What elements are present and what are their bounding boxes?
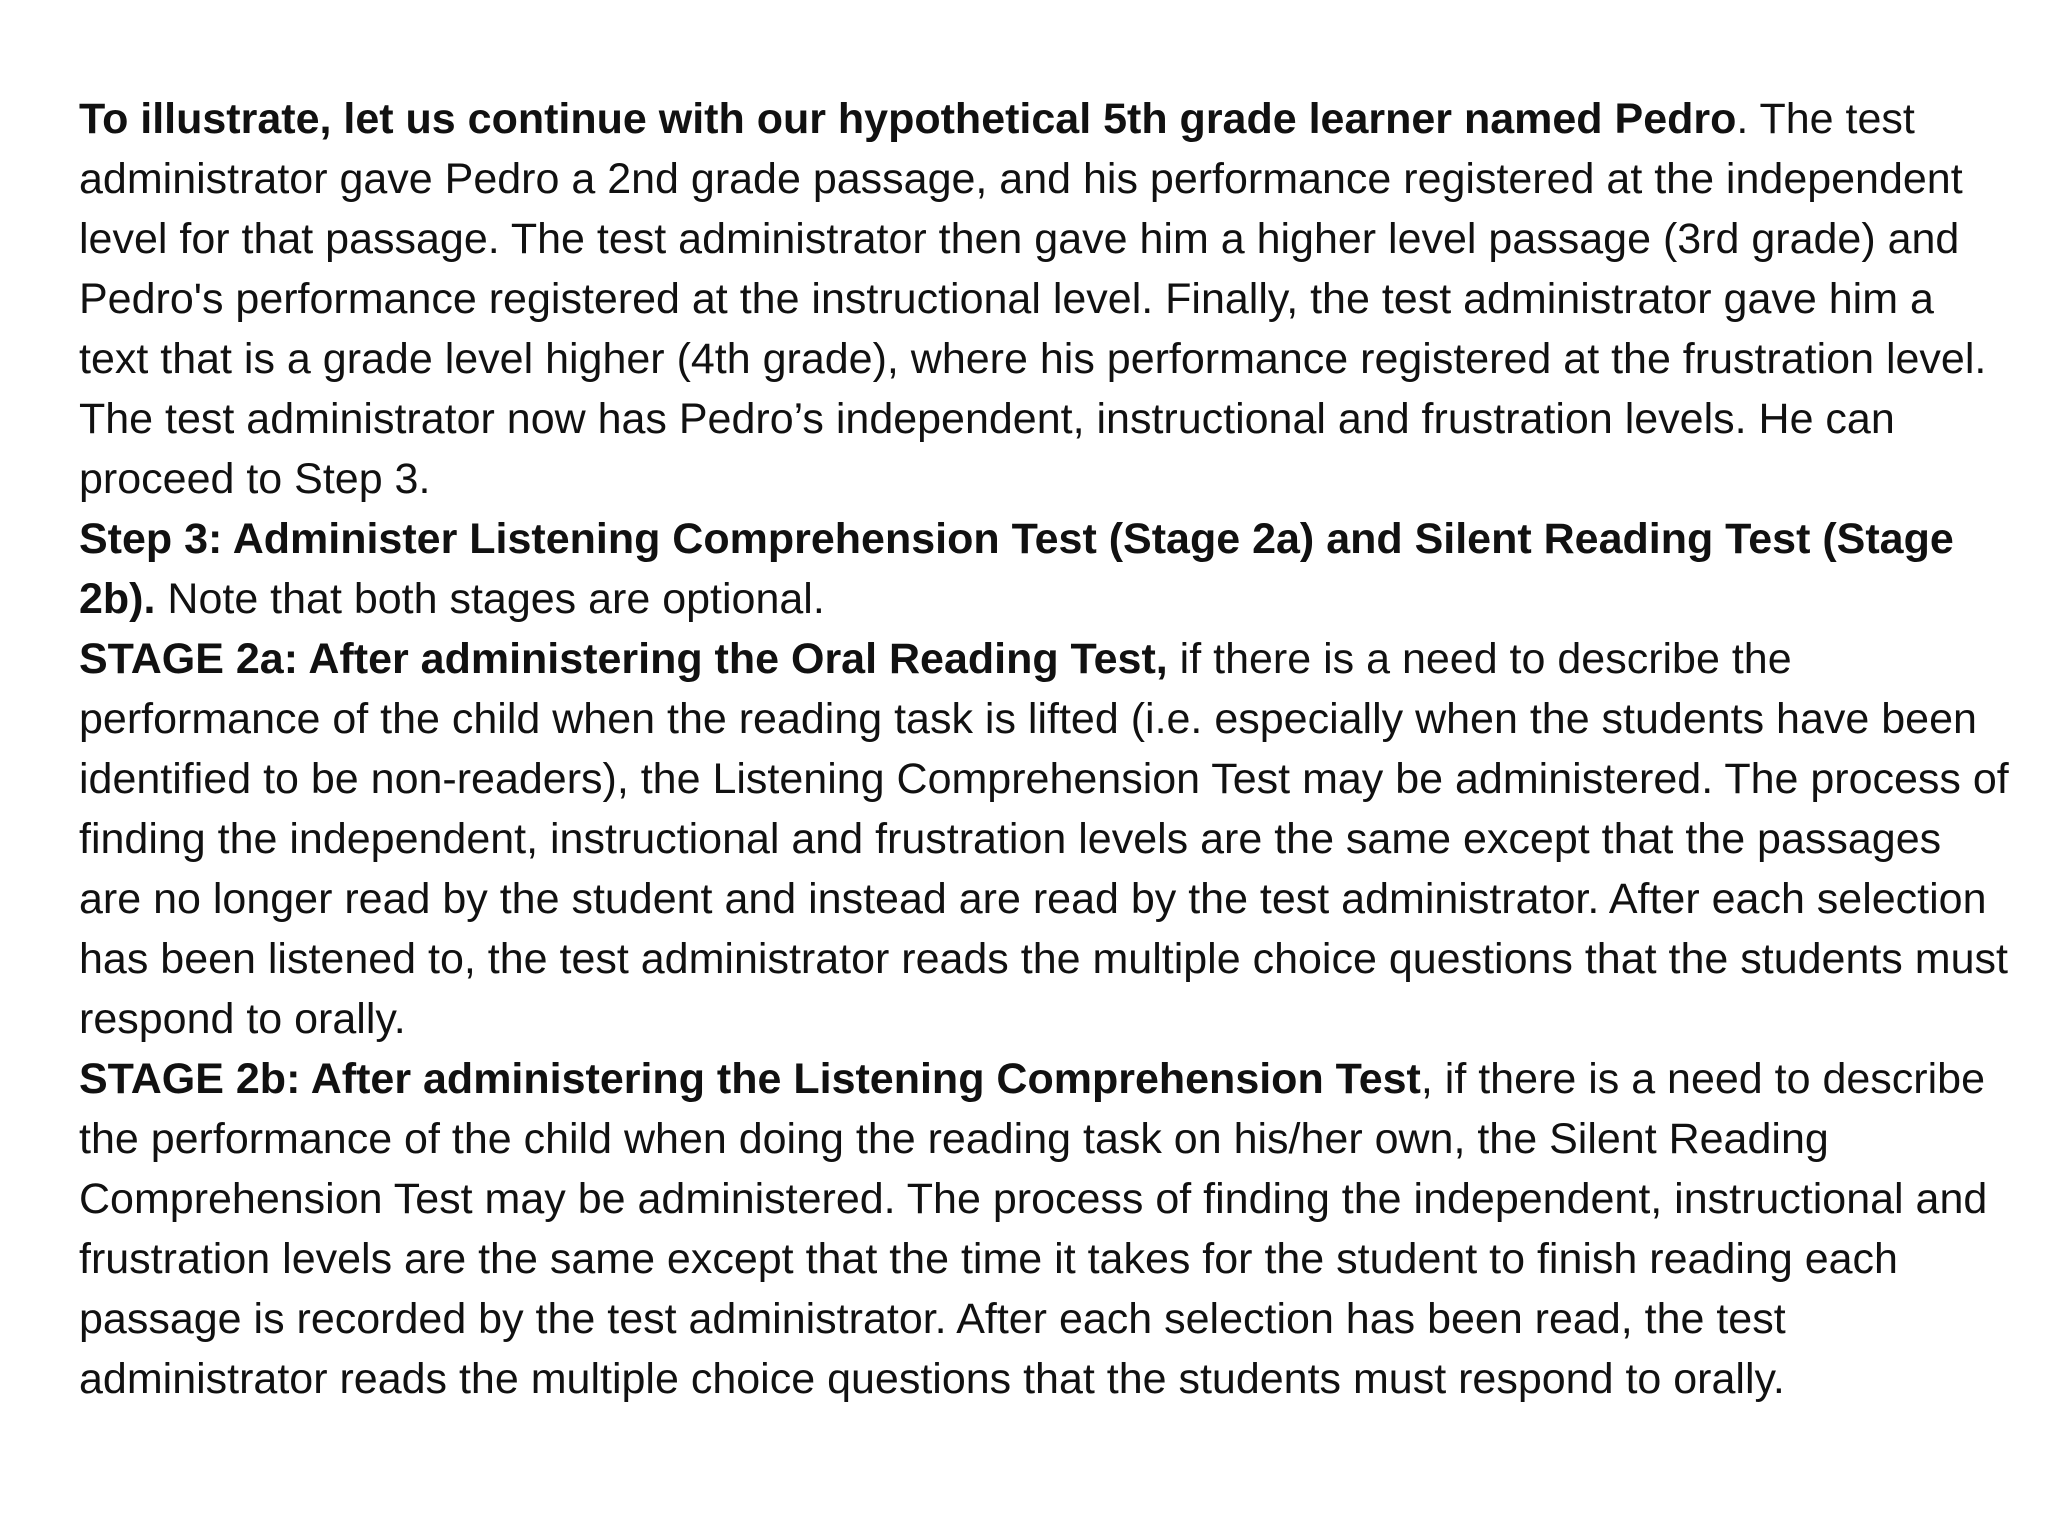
paragraph-text: Note that both stages are optional. [155, 575, 825, 623]
paragraph-text: . The test administrator gave Pedro a 2nd grade passage, and his performance registered at the independent level for that passage. The test administrator then gave him a higher level passage (3rd grade) and Pedro's performance registered at the instructional level. Finally, the test administrator gave him a text that is a grade level higher (4th grade), where his performance registered at the frustration level. The test administrator now has Pedro’s independent, instructional and frustration levels. He can proceed to Step 3. [79, 95, 1987, 503]
paragraph-pedro-example [79, 89, 2009, 509]
paragraph-lead: To illustrate, let us continue with our hypothetical 5th grade learner named Pedro [79, 95, 1737, 143]
paragraph-stage-2a [79, 629, 2009, 1049]
paragraph-text: if there is a need to describe the performance of the child when the reading task is lifted (i.e. especially when the students have been identified to be non-readers), the Listening Comprehension Test may be administered. The process of finding the independent, instructional and frustration levels are the same except that the passages are no longer read by the student and instead are read by the test administrator. After each selection has been listened to, the test administrator reads the multiple choice questions that the students must respond to orally. [79, 635, 2009, 1043]
step-heading: Step 3: Administer Listening Comprehension Test (Stage 2a) and Silent Reading Test (Stage 2b). [79, 515, 1954, 623]
paragraph-text: , if there is a need to describe the performance of the child when doing the reading task on his/her own, the Silent Reading Comprehension Test may be administered. The process of finding the independent, instructional and frustration levels are the same except that the time it takes for the student to finish reading each passage is recorded by the test administrator. After each selection has been read, the test administrator reads the multiple choice questions that the students must respond to orally. [79, 1055, 1988, 1403]
stage-heading: STAGE 2b: After administering the Listening Comprehension Test [79, 1055, 1421, 1103]
paragraph-stage-2b [79, 1049, 2009, 1409]
text-body [79, 89, 2009, 1409]
paragraph-step-3 [79, 509, 2009, 629]
stage-heading: STAGE 2a: After administering the Oral Reading Test, [79, 635, 1168, 683]
